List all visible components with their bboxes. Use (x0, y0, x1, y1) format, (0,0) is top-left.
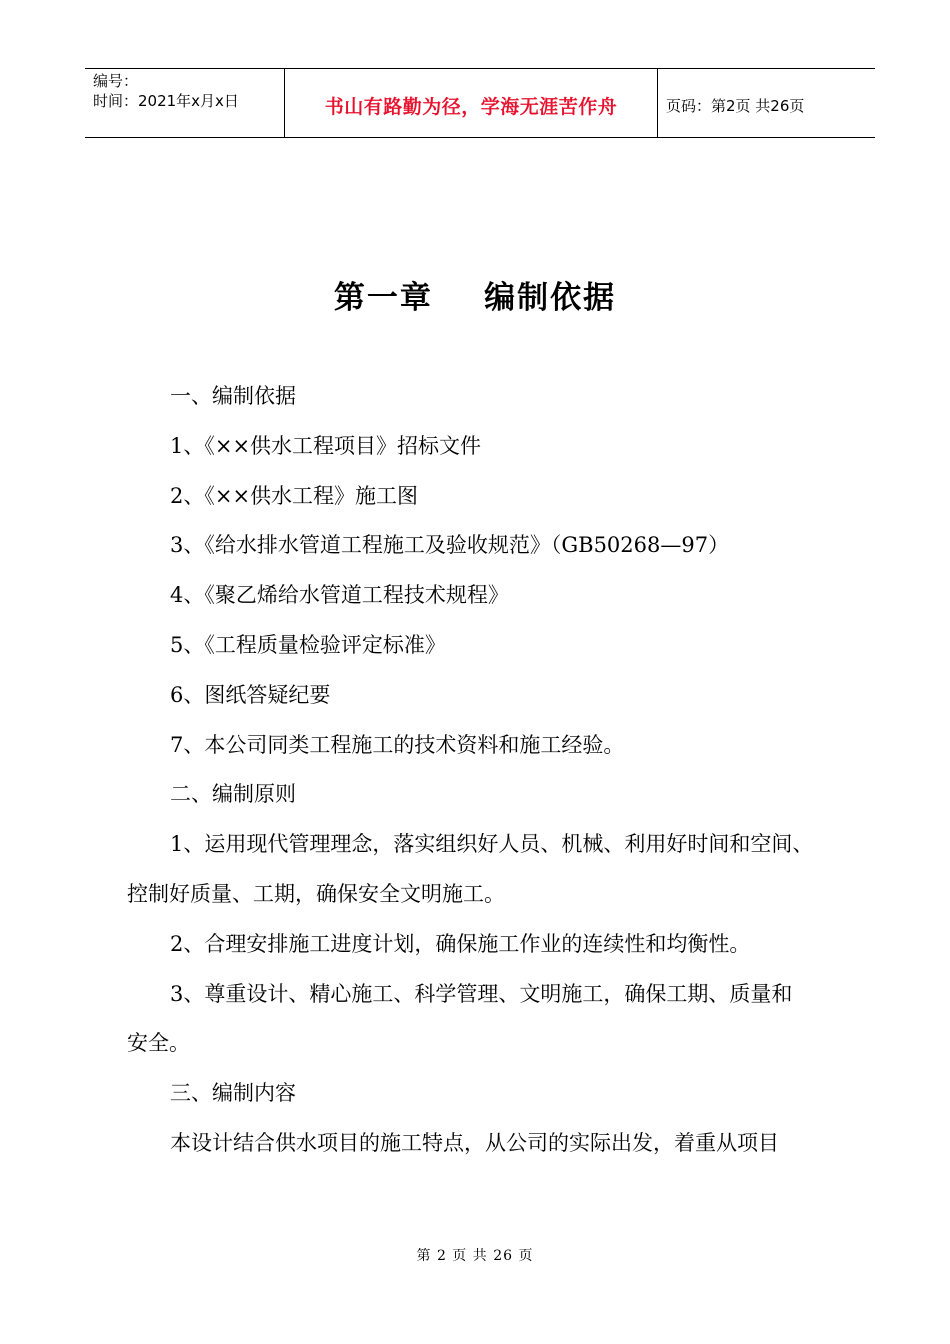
page-header (85, 68, 875, 138)
paragraph-line: 1、《××供水工程项目》招标文件 (170, 433, 482, 458)
paragraph-line: 3、《给水排水管道工程施工及验收规范》（GB50268—97） (170, 533, 730, 558)
paragraph-line: 2、《××供水工程》施工图 (170, 483, 419, 508)
paragraph-line: 本设计结合供水项目的施工特点，从公司的实际出发，着重从项目 (170, 1130, 779, 1155)
header-meta (85, 69, 285, 137)
paragraph-line: 安全。 (127, 1031, 190, 1056)
page-footer: 第 2 页 共 26 页 (416, 1248, 534, 1264)
header-page-info: 页码：第2页 共26页 (666, 96, 805, 115)
header-motto: 书山有路勤为径，学海无涯苦作舟 (285, 69, 658, 137)
paragraph-line: 一、编制依据 (170, 384, 296, 408)
header-number-label: 编号： (93, 72, 139, 90)
paragraph-line: 4、《聚乙烯给水管道工程技术规程》 (170, 583, 509, 608)
paragraph-line: 三、编制内容 (170, 1081, 296, 1106)
paragraph-line: 3、尊重设计、精心施工、科学管理、文明施工，确保工期、质量和 (170, 981, 793, 1006)
paragraph-line: 2、合理安排施工进度计划，确保施工作业的连续性和均衡性。 (170, 931, 751, 956)
paragraph-line: 7、本公司同类工程施工的技术资料和施工经验。 (170, 732, 625, 757)
header-time-label: 时间：2021年x月x日 (93, 92, 239, 110)
paragraph-line: 6、图纸答疑纪要 (170, 682, 331, 707)
paragraph-line: 5、《工程质量检验评定标准》 (170, 632, 446, 657)
paragraph-line: 控制好质量、工期，确保安全文明施工。 (127, 881, 505, 906)
document-body (127, 372, 847, 1169)
paragraph-line: 1、运用现代管理理念，落实组织好人员、机械、利用好时间和空间、 (170, 832, 814, 857)
chapter-title: 第一章 编制依据 (333, 280, 617, 316)
paragraph-line: 二、编制原则 (170, 782, 296, 807)
